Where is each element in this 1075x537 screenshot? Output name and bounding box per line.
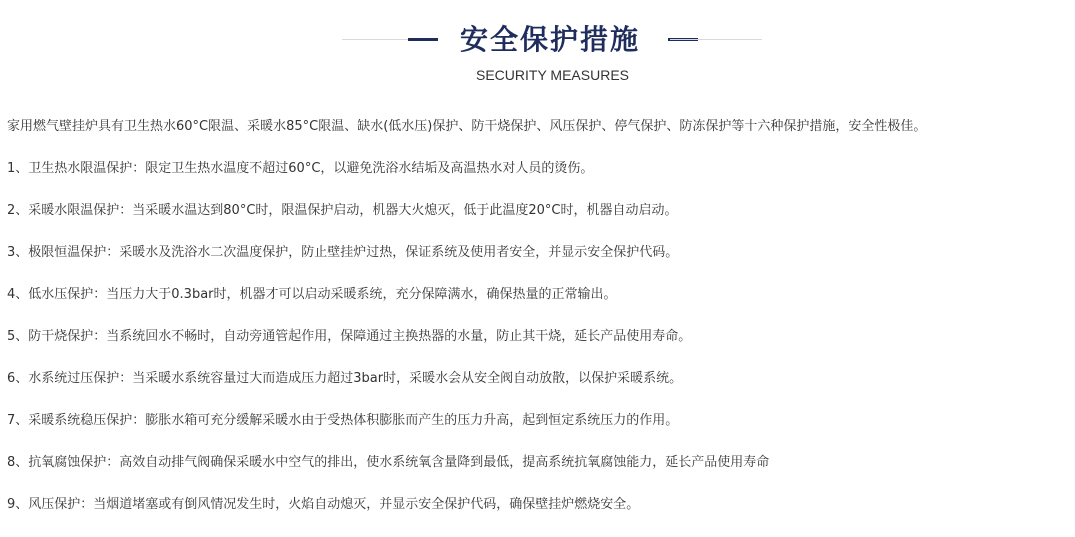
- title-dash-left: [408, 38, 438, 41]
- title-divider-right: [670, 39, 762, 40]
- page-title: 安全保护措施: [459, 23, 640, 56]
- section-header: [0, 20, 1075, 90]
- intro-paragraph: 家用燃气壁挂炉具有卫生热水60°C限温、采暖水85°C限温、缺水(低水压)保护、防干烧保护、风压保护、停气保护、防冻保护等十六种保护措施，安全性极佳。: [7, 119, 927, 134]
- list-item: 6、水系统过压保护：当采暖水系统容量过大而造成压力超过3bar时，采暖水会从安全阀自动放散，以保护采暖系统。: [7, 371, 683, 386]
- page-subtitle: SECURITY MEASURES: [476, 67, 629, 83]
- list-item: 3、极限恒温保护：采暖水及洗浴水二次温度保护，防止壁挂炉过热，保证系统及使用者安全，并显示安全保护代码。: [7, 245, 679, 260]
- title-row: [0, 20, 1075, 64]
- list-item: 4、低水压保护：当压力大于0.3bar时，机器才可以启动采暖系统，充分保障满水，确保热量的正常输出。: [7, 287, 617, 302]
- list-item: 5、防干烧保护：当系统回水不畅时，自动旁通管起作用，保障通过主换热器的水量，防止其干烧，延长产品使用寿命。: [7, 329, 692, 344]
- list-item: 2、采暖水限温保护：当采暖水温达到80°C时，限温保护启动，机器大火熄灭，低于此温度20°C时，机器自动启动。: [7, 203, 678, 218]
- article-body: [7, 117, 1067, 537]
- list-item: 7、采暖系统稳压保护：膨胀水箱可充分缓解采暖水由于受热体积膨胀而产生的压力升高，起到恒定系统压力的作用。: [7, 413, 679, 428]
- list-item: 1、卫生热水限温保护：限定卫生热水温度不超过60°C，以避免洗浴水结垢及高温热水对人员的烫伤。: [7, 161, 594, 176]
- list-item: 9、风压保护：当烟道堵塞或有倒风情况发生时，火焰自动熄灭，并显示安全保护代码，确保壁挂炉燃烧安全。: [7, 497, 640, 512]
- list-item: 8、抗氧腐蚀保护：高效自动排气阀确保采暖水中空气的排出，使水系统氧含量降到最低，提高系统抗氧腐蚀能力，延长产品使用寿命: [7, 455, 770, 470]
